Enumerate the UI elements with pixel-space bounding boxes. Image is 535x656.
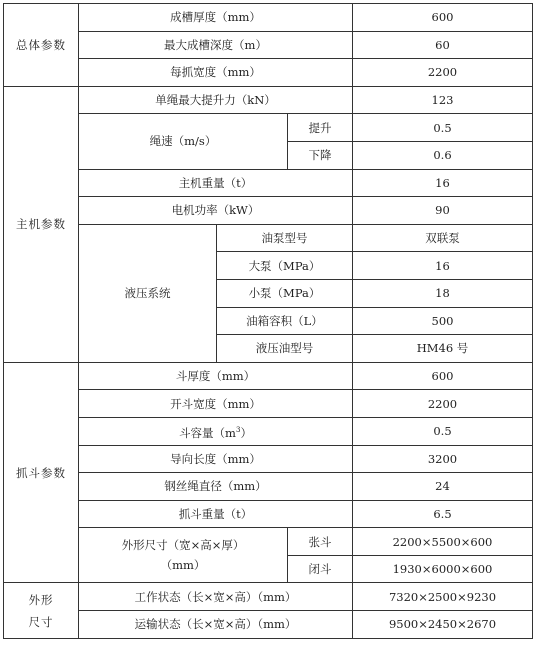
table-row <box>4 583 533 611</box>
table-row <box>4 224 533 252</box>
table-row <box>4 528 533 556</box>
row-label-bucket-thickness: 斗厚度（mm） <box>79 362 353 390</box>
bucket-capacity-label-prefix: 斗容量（m <box>179 425 236 440</box>
row-label-grab-size <box>79 528 288 583</box>
bucket-capacity-label-sup: 3 <box>235 425 241 434</box>
row-value-grab-weight: 6.5 <box>353 500 533 528</box>
group-host: 主机参数 <box>4 86 79 362</box>
row-label-guide-length: 导向长度（mm） <box>79 445 353 473</box>
row-value-rope-lift: 0.5 <box>353 114 533 142</box>
group-grab: 抓斗参数 <box>4 362 79 583</box>
grab-size-label-line2: （mm） <box>160 558 206 573</box>
group-dimensions-line1: 外形 <box>28 592 54 607</box>
row-label-hydraulic-oil: 液压油型号 <box>217 335 353 363</box>
row-label-transport-state: 运输状态（长×宽×高）（mm） <box>79 611 353 639</box>
row-value-rope-diameter: 24 <box>353 473 533 501</box>
row-value-motor-power: 90 <box>353 197 533 225</box>
table-row <box>4 114 533 142</box>
table-row <box>4 4 533 32</box>
row-value-pump-type: 双联泵 <box>353 224 533 252</box>
row-value-rope-lower: 0.6 <box>353 141 533 169</box>
row-label-bucket-capacity <box>79 417 353 445</box>
row-value-max-lift-force: 123 <box>353 86 533 114</box>
row-value-grab-open: 2200×5500×600 <box>353 528 533 556</box>
group-overall: 总体参数 <box>4 4 79 87</box>
row-value-tank-volume: 500 <box>353 307 533 335</box>
row-value-transport-state: 9500×2450×2670 <box>353 611 533 639</box>
group-dimensions-line2: 尺寸 <box>28 614 54 629</box>
table-row <box>4 500 533 528</box>
table-row <box>4 362 533 390</box>
row-value-big-pump: 16 <box>353 252 533 280</box>
row-value-small-pump: 18 <box>353 279 533 307</box>
row-value-slot-thickness: 600 <box>353 4 533 32</box>
group-dimensions <box>4 583 79 638</box>
row-label-host-weight: 主机重量（t） <box>79 169 353 197</box>
row-label-working-state: 工作状态（长×宽×高）（mm） <box>79 583 353 611</box>
row-label-slot-thickness: 成槽厚度（mm） <box>79 4 353 32</box>
row-label-grab-weight: 抓斗重量（t） <box>79 500 353 528</box>
table-row <box>4 31 533 59</box>
table-row <box>4 417 533 445</box>
row-value-working-state: 7320×2500×9230 <box>353 583 533 611</box>
row-label-open-width: 开斗宽度（mm） <box>79 390 353 418</box>
row-value-bucket-thickness: 600 <box>353 362 533 390</box>
bucket-capacity-label-suffix: ） <box>240 425 252 440</box>
table-row <box>4 445 533 473</box>
table-row <box>4 611 533 639</box>
table-row <box>4 197 533 225</box>
row-value-max-slot-depth: 60 <box>353 31 533 59</box>
row-label-hydraulic: 液压系统 <box>79 224 217 362</box>
row-value-bucket-capacity: 0.5 <box>353 417 533 445</box>
table-row <box>4 473 533 501</box>
row-label-grab-open: 张斗 <box>288 528 353 556</box>
row-label-motor-power: 电机功率（kW） <box>79 197 353 225</box>
row-label-max-lift-force: 单绳最大提升力（kN） <box>79 86 353 114</box>
row-label-max-slot-depth: 最大成槽深度（m） <box>79 31 353 59</box>
row-value-grab-width: 2200 <box>353 59 533 87</box>
spec-table <box>3 3 533 639</box>
row-label-grab-closed: 闭斗 <box>288 555 353 583</box>
table-row <box>4 169 533 197</box>
table-row <box>4 390 533 418</box>
table-row <box>4 59 533 87</box>
row-label-rope-lift: 提升 <box>288 114 353 142</box>
row-label-pump-type: 油泵型号 <box>217 224 353 252</box>
row-label-tank-volume: 油箱容积（L） <box>217 307 353 335</box>
row-value-guide-length: 3200 <box>353 445 533 473</box>
row-value-hydraulic-oil: HM46 号 <box>353 335 533 363</box>
row-label-rope-speed: 绳速（m/s） <box>79 114 288 169</box>
table-row <box>4 86 533 114</box>
row-label-grab-width: 每抓宽度（mm） <box>79 59 353 87</box>
row-label-rope-diameter: 钢丝绳直径（mm） <box>79 473 353 501</box>
row-label-big-pump: 大泵（MPa） <box>217 252 353 280</box>
row-value-grab-closed: 1930×6000×600 <box>353 555 533 583</box>
grab-size-label-line1: 外形尺寸（宽×高×厚） <box>121 538 245 553</box>
row-label-small-pump: 小泵（MPa） <box>217 279 353 307</box>
row-value-host-weight: 16 <box>353 169 533 197</box>
row-label-rope-lower: 下降 <box>288 141 353 169</box>
row-value-open-width: 2200 <box>353 390 533 418</box>
